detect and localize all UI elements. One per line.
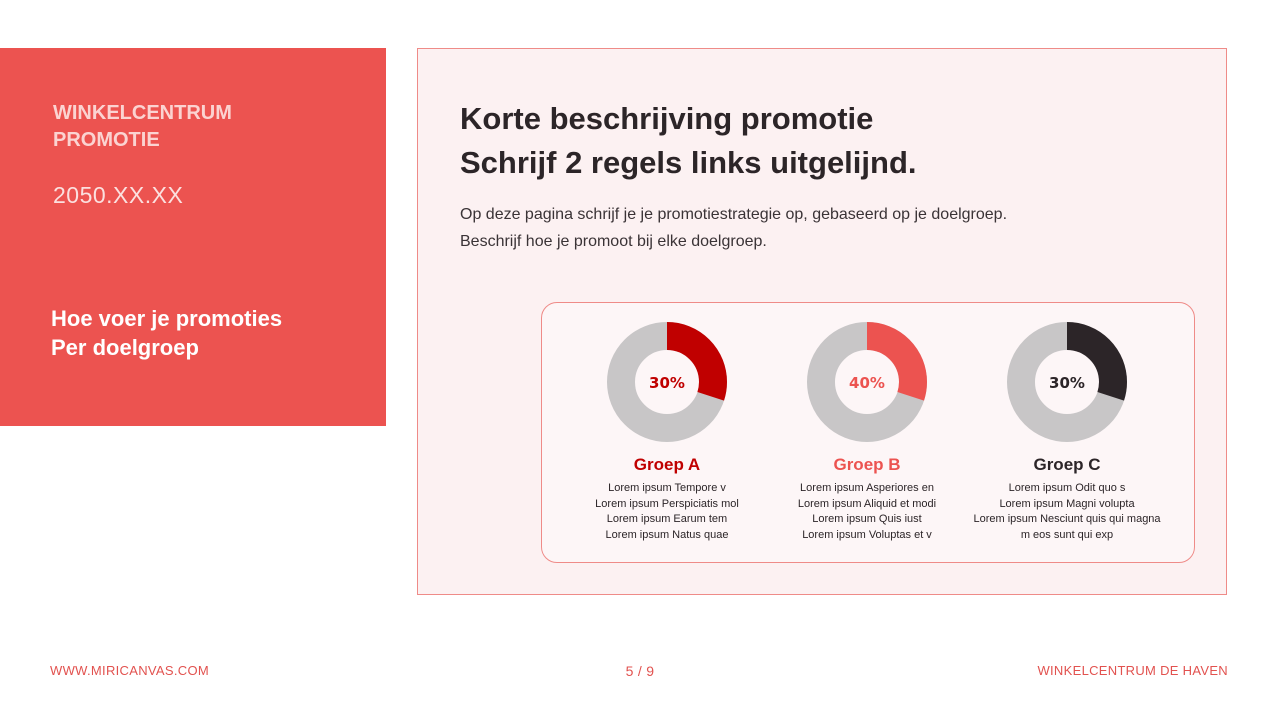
target-groups-box	[541, 302, 1195, 563]
group-description: Lorem ipsum Tempore v Lorem ipsum Perspiciatis mol Lorem ipsum Earum tem Lorem ipsum Natus quae	[595, 482, 739, 541]
intro-text: Op deze pagina schrijf je je promotiestrategie op, gebaseerd op je doelgroep. Beschrijf hoe je promoot bij elke doelgroep.	[460, 206, 1008, 250]
group-c-donut-chart	[1006, 321, 1128, 443]
page-number: 5 / 9	[625, 663, 655, 679]
group-c	[962, 321, 1172, 543]
group-b-donut-chart	[806, 321, 928, 443]
donut-percent-label: 30%	[649, 374, 685, 392]
group-a-donut-chart	[606, 321, 728, 443]
title-panel	[0, 48, 386, 426]
venue-name: WINKELCENTRUM DE HAVEN	[1037, 663, 1228, 678]
group-name: Groep B	[833, 455, 901, 474]
website-link[interactable]: WWW.MIRICANVAS.COM	[50, 663, 209, 678]
donut-percent-label: 30%	[1049, 374, 1085, 392]
group-description: Lorem ipsum Asperiores en Lorem ipsum Aliquid et modi Lorem ipsum Quis iust Lorem ipsum Voluptas et v	[797, 482, 937, 541]
donut-percent-label: 40%	[849, 374, 885, 392]
group-description: Lorem ipsum Odit quo s Lorem ipsum Magni volupta Lorem ipsum Nesciunt quis qui magna m eos sunt qui exp	[973, 482, 1161, 541]
date-label: 2050.XX.XX	[53, 182, 184, 208]
group-b	[762, 321, 972, 543]
brand-title: WINKELCENTRUM PROMOTIE	[53, 102, 232, 151]
group-a	[562, 321, 772, 543]
panel-subtitle: Hoe voer je promoties Per doelgroep	[51, 306, 283, 360]
group-name: Groep C	[1033, 455, 1101, 474]
page-title: Korte beschrijving promotie Schrijf 2 regels links uitgelijnd.	[460, 101, 917, 180]
content-card	[417, 48, 1227, 595]
group-name: Groep A	[633, 455, 701, 474]
